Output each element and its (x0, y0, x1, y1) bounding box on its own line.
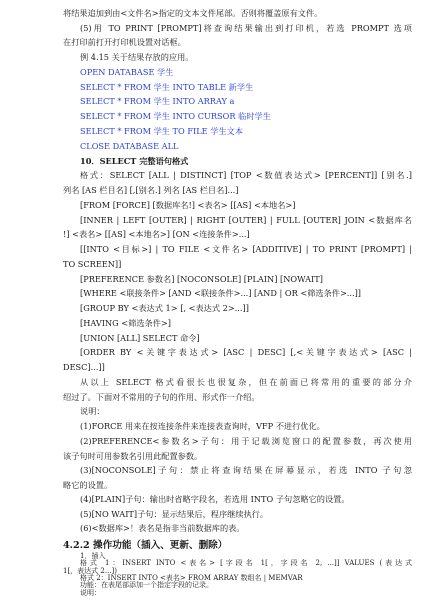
text-line: 功能：在表尾部添加一个指定字段的记录。 (80, 581, 213, 590)
example-heading: 例 4.15 关于结果存放的应用。 (80, 52, 194, 62)
text-line: 在打印前打开打印机设置对话框。 (63, 37, 186, 47)
text-line: 该子句时可用参数名引用此配置参数。 (63, 451, 203, 461)
code-line: CLOSE DATABASE ALL (80, 141, 179, 151)
text-line: 略它的设置。 (63, 480, 113, 490)
text-line: (6)<数据库>！表名是指非当前数据库的表。 (80, 523, 245, 533)
text-line: [HAVING <筛选条件>] (80, 318, 171, 328)
text-line: 说明： (80, 406, 105, 416)
text-line: [GROUP BY <表达式 1> [, <表达式 2>...]] (80, 303, 249, 313)
text-line: (2)PREFERENCE<参数名>子句：用于记载浏览窗口的配置参数，再次使用 (80, 436, 412, 446)
text-line: 格式：SELECT [ALL | DISTINCT] [TOP <数值表达式> [PERCENT]] [别名.] (80, 170, 412, 180)
code-line: SELECT * FROM 学生 TO FILE 学生文本 (80, 126, 244, 136)
text-line: DESC]...]] (63, 362, 105, 372)
text-line: [UNION [ALL] SELECT 命令] (80, 333, 200, 343)
text-line: TO SCREEN]] (63, 259, 122, 269)
text-line: 1[，表达式 2...]) (63, 566, 118, 575)
text-line: 绍过了。下面对不常用的子句的作用、形式作一介绍。 (63, 392, 260, 402)
text-line: 1．插入 (80, 552, 106, 560)
text-line: [ORDER BY <关键字表达式> [ASC | DESC] [,<关键字表达式> [ASC | (80, 347, 412, 357)
code-line: SELECT * FROM 学生 INTO CURSOR 临时学生 (80, 111, 271, 121)
subsection-heading: 4.2.2 操作功能（插入、更新、删除） (63, 540, 228, 551)
text-line: 格式 1：INSERT INTO <表名> [字段名 1[，字段名 2, ...]] VALUES (表达式 (80, 559, 412, 568)
text-line: (1)FORCE 用来在按连接条件来连接表查询时，VFP 不进行优化。 (80, 421, 325, 431)
text-line: 从以上 SELECT 格式看很长也很复杂，但在前面已将常用的重要的部分介 (80, 377, 412, 387)
text-line: [PREFERENCE 参数名] [NOCONSOLE] [PLAIN] [NOWAIT] (80, 274, 323, 284)
section-heading: 10．SELECT 完整语句格式 (80, 156, 189, 166)
code-line: SELECT * FROM 学生 INTO ARRAY a (80, 96, 235, 106)
text-line: 列名 [AS 栏目名] [,[别名.] 列名 [AS 栏目名]...] (63, 185, 239, 195)
text-line: !] <表名> [[AS] <本地名>] [ON <连接条件>...] (63, 229, 250, 239)
text-line: 将结果追加到由<文件名>指定的文本文件尾部。否则将覆盖原有文件。 (63, 8, 323, 18)
text-line: [WHERE <联接条件> [AND <联接条件>...] [AND | OR <筛选条件>...]] (80, 288, 362, 298)
code-line: OPEN DATABASE 学生 (80, 67, 174, 77)
text-line: (5)[NO WAIT]子句：显示结果后，程序继续执行。 (80, 509, 269, 519)
text-line: [[INTO <目标>] | TO FILE <文件名> [ADDITIVE] | TO PRINT [PROMPT] | (80, 244, 412, 254)
text-line: 说明： (80, 588, 101, 597)
text-line: (4)[PLAIN]子句：输出时省略字段名，若选用 INTO 子句忽略它的设置。 (80, 494, 350, 504)
text-line: [FROM [FORCE] [数据库名!] <表名> [[AS] <本地名>] (80, 200, 296, 210)
text-line: (5)用 TO PRINT [PROMPT]将查询结果输出到打印机，若选 PROMPT 选项 (80, 23, 412, 33)
text-line: (3)[NOCONSOLE]子句：禁止将查询结果在屏幕显示，若选 INTO 子句忽 (80, 465, 412, 475)
text-line: [INNER | LEFT [OUTER] | RIGHT [OUTER] | FULL [OUTER] JOIN <数据库名 (80, 215, 412, 225)
code-line: SELECT * FROM 学生 INTO TABLE 新学生 (80, 82, 254, 92)
text-line: 格式 2：INSERT INTO <表名> FROM ARRAY 数组名 | MEMVAR (80, 574, 303, 582)
